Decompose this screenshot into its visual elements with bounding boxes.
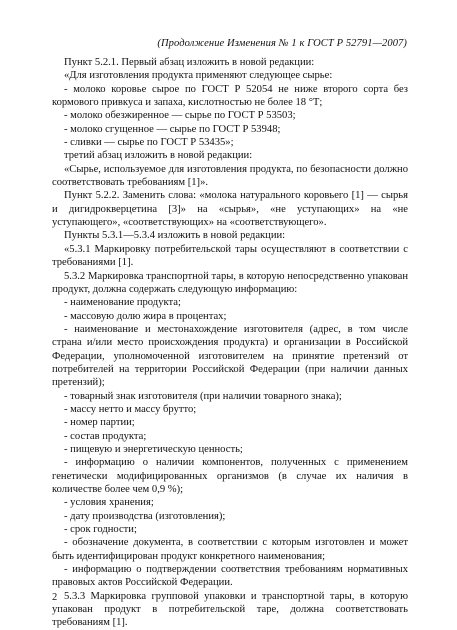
page-number: 2 — [52, 592, 58, 603]
paragraph: - пищевую и энергетическую ценность; — [64, 443, 243, 455]
paragraph: «5.3.1 Маркировку потребительской тары осуществляют в соответствии с требованиями [1]. — [52, 243, 408, 269]
paragraph: - номер партии; — [64, 417, 135, 429]
document-body — [52, 56, 408, 630]
paragraph: - молоко коровье сырое по ГОСТ Р 52054 не ниже второго сорта без кормового привкуса и запаха, кислотностью не более 18 °Т; — [52, 83, 408, 109]
paragraph: - молоко обезжиренное — сырье по ГОСТ Р 53503; — [64, 110, 296, 122]
paragraph: - наименование продукта; — [64, 297, 181, 309]
paragraph: третий абзац изложить в новой редакции: — [64, 150, 253, 162]
paragraph: - молоко сгущенное — сырье по ГОСТ Р 53948; — [64, 123, 281, 135]
paragraph: Пункты 5.3.1—5.3.4 изложить в новой редакции: — [64, 230, 286, 242]
paragraph: - массу нетто и массу брутто; — [64, 403, 197, 415]
paragraph: 5.3.2 Маркировка транспортной тары, в которую непосредственно упакован продукт, должна содержать следующую информацию: — [52, 270, 408, 295]
paragraph: Пункт 5.2.2. Заменить слова: «молока натурального коровьего [1] — сырья и дигидрокверцетина [3]» на «сырья», «не уступающих» на «не уступающего», «соответствующих» на «соответствующего». — [52, 190, 408, 229]
paragraph: - сливки — сырье по ГОСТ Р 53435»; — [64, 137, 234, 149]
paragraph: - наименование и местонахождение изготовителя (адрес, в том числе страна и/или место происхождения продукта) и организации в Российской Федерации, уполномоченной изготовителем на принятие претензий от потребителей на территории Российской Федерации (при наличии данных претензий); — [52, 323, 408, 389]
paragraph: - массовую долю жира в процентах; — [64, 310, 227, 322]
running-header: (Продолжение Изменения № 1 к ГОСТ Р 52791—2007) — [157, 38, 407, 49]
paragraph: «Сырье, используемое для изготовления продукта, по безопасности должно соответствовать требованиям [1]». — [52, 163, 408, 189]
paragraph: - состав продукта; — [64, 430, 147, 442]
paragraph: 5.3.3 Маркировка групповой упаковки и транспортной тары, в которую упакован продукт в потребительской таре, должна соответствовать требованиям [1]. — [52, 590, 408, 629]
paragraph: - условия хранения; — [64, 497, 154, 509]
paragraph: - информацию о подтверждении соответствия требованиям нормативных правовых актов Российской Федерации. — [52, 564, 408, 589]
paragraph: Пункт 5.2.1. Первый абзац изложить в новой редакции: — [64, 57, 315, 68]
paragraph: - срок годности; — [64, 524, 137, 536]
paragraph: - информацию о наличии компонентов, полученных с применением генетически модифицированных организмов (в случае их наличия в количестве более чем 0,9 %); — [52, 457, 408, 495]
paragraph: - обозначение документа, в соответствии с которым изготовлен и может быть идентифицирован продукт конкретного наименования; — [52, 537, 408, 562]
paragraph: «Для изготовления продукта применяют следующее сырье: — [64, 70, 333, 82]
paragraph: - товарный знак изготовителя (при наличии товарного знака); — [64, 390, 342, 402]
paragraph: - дату производства (изготовления); — [64, 510, 226, 522]
